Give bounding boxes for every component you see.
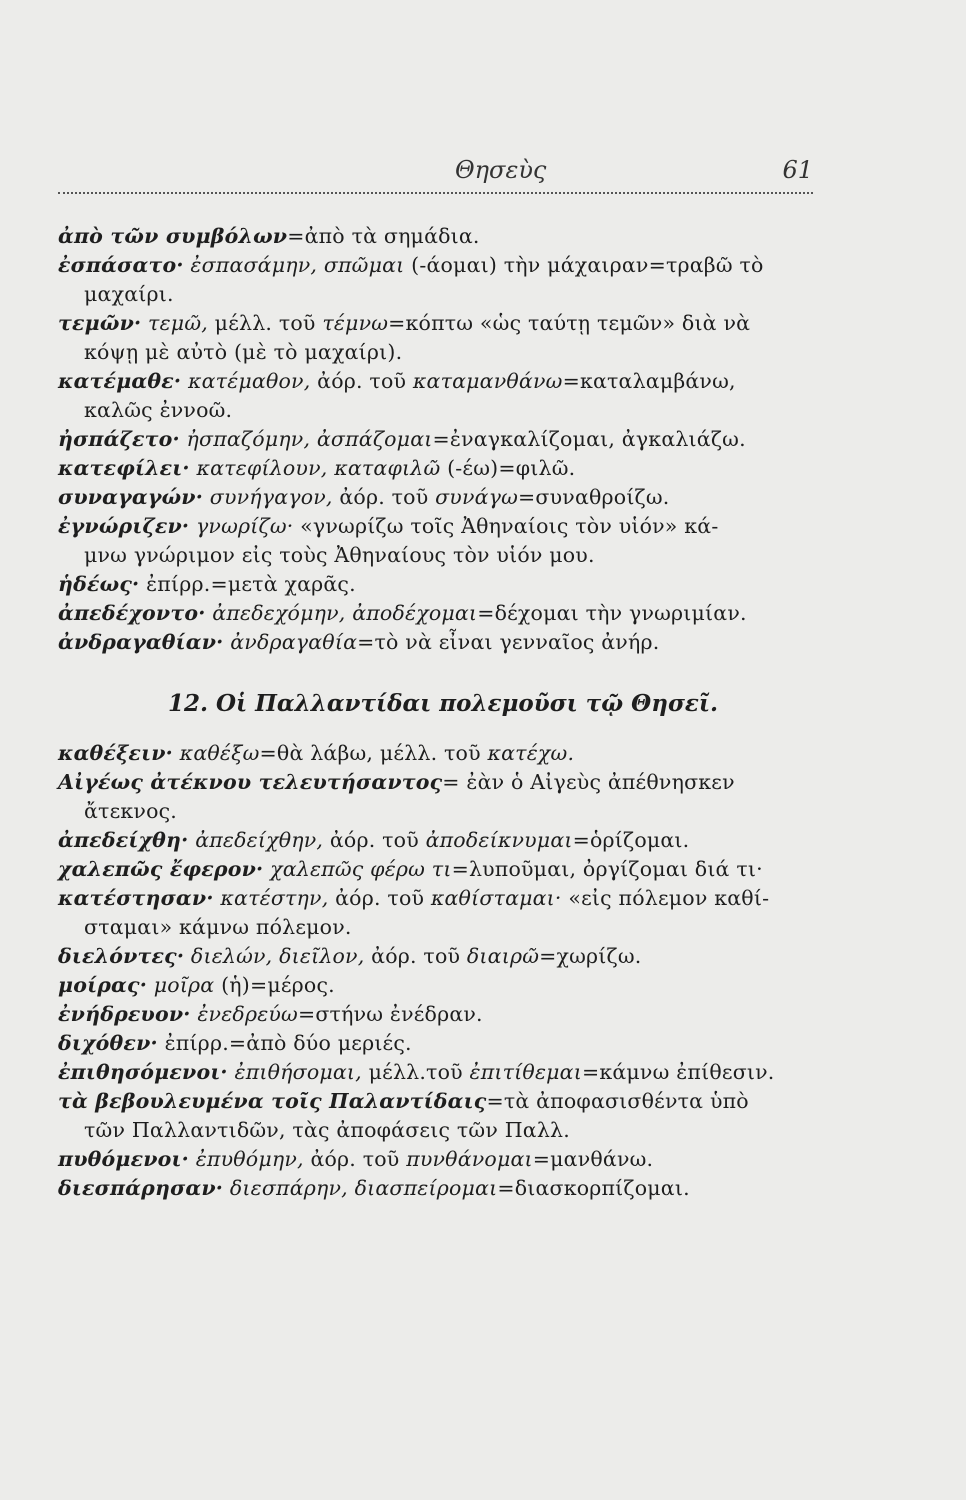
glossary-line-continuation	[58, 913, 818, 942]
glossary-entry	[58, 483, 818, 512]
headword: συναγαγών·	[58, 485, 204, 509]
italic-form: ἀπεδείχθην,	[188, 828, 324, 852]
italic-form: διαιρῶ	[466, 944, 540, 968]
italic-form: διεσπάρην, διασπείρομαι	[223, 1176, 498, 1200]
headword: μοίρας·	[58, 973, 148, 997]
definition-text: ἀόρ. τοῦ	[310, 369, 413, 393]
headword: ἐγνώριζεν·	[58, 514, 190, 538]
page-header	[58, 152, 813, 194]
glossary-line-continuation	[58, 280, 818, 309]
definition-text: «γνωρίζω τοῖς Ἀθηναίοις τὸν υἱόν» κά-	[293, 514, 719, 538]
italic-form: κατεφίλουν, καταφιλῶ	[189, 456, 441, 480]
definition-text: «εἰς πόλεμον καθί-	[561, 886, 770, 910]
headword: ἐσπάσατο·	[58, 253, 184, 277]
italic-form: ἀποδείκνυμαι	[425, 828, 573, 852]
headword: πυθόμενοι·	[58, 1147, 189, 1171]
italic-form: κατέμαθον,	[181, 369, 311, 393]
definition-text: =κάμνω ἐπίθεσιν.	[581, 1060, 775, 1084]
definition-text: (-έω)=φιλῶ.	[440, 456, 576, 480]
headword: Αἰγέως ἀτέκνου τελευτήσαντος	[58, 770, 443, 794]
headword: ἐνήδρευον·	[58, 1002, 191, 1026]
glossary-block-1	[58, 222, 818, 657]
glossary-entry	[58, 884, 818, 913]
glossary-entry	[58, 768, 818, 797]
headword: κατέστησαν·	[58, 886, 214, 910]
italic-form: συνήγαγον,	[203, 485, 333, 509]
glossary-entry	[58, 222, 818, 251]
italic-form: καθίσταμαι·	[430, 886, 562, 910]
definition-text: ἐπίρρ.=μετὰ χαρᾶς.	[139, 572, 356, 596]
definition-text: κόψῃ μὲ αὐτὸ (μὲ τὸ μαχαίρι).	[84, 340, 403, 364]
definition-text: μαχαίρι.	[84, 282, 174, 306]
glossary-entry	[58, 1174, 818, 1203]
italic-form: ἐπυθόμην,	[189, 1147, 304, 1171]
glossary-entry	[58, 1000, 818, 1029]
italic-form: μοῖρα	[147, 973, 215, 997]
definition-text: τῶν Παλλαντιδῶν, τὰς ἀποφάσεις τῶν Παλλ.	[84, 1118, 570, 1142]
italic-form: ἠσπαζόμην, ἀσπάζομαι	[179, 427, 433, 451]
glossary-line-continuation	[58, 797, 818, 826]
definition-text: =ἀπὸ τὰ σημάδια.	[287, 224, 480, 248]
definition-text: =χωρίζω.	[539, 944, 642, 968]
definition-text: ἄτεκνος.	[84, 799, 178, 823]
headword: κατέμαθε·	[58, 369, 182, 393]
italic-form: πυνθάνομαι	[406, 1147, 533, 1171]
definition-text: =καταλαμβάνω,	[562, 369, 736, 393]
headword: ἀνδραγαθίαν·	[58, 630, 224, 654]
page-number: 61	[782, 156, 813, 184]
glossary-entry	[58, 971, 818, 1000]
definition-text: μέλλ. τοῦ	[207, 311, 323, 335]
definition-text: =συναθροίζω.	[518, 485, 670, 509]
glossary-entry	[58, 739, 818, 768]
definition-text: =τὸ νὰ εἶναι γενναῖος ἀνήρ.	[357, 630, 660, 654]
headword: ἡδέως·	[58, 572, 140, 596]
glossary-entry	[58, 570, 818, 599]
definition-text: =λυποῦμαι, ὀργίζομαι διά τι·	[451, 857, 763, 881]
italic-form: ἐνεδρεύω	[190, 1002, 298, 1026]
definition-text: =τὰ ἀποφασισθέντα ὑπὸ	[486, 1089, 749, 1113]
italic-form: ἐπιθήσομαι,	[227, 1060, 362, 1084]
italic-form: κατέστην,	[213, 886, 329, 910]
headword: ἀπεδέχοντο·	[58, 601, 206, 625]
headword: διεσπάρησαν·	[58, 1176, 224, 1200]
definition-text: (-άομαι) τὴν μάχαιραν=τραβῶ τὸ	[404, 253, 764, 277]
italic-form: ἀπεδεχόμην, ἀποδέχομαι	[205, 601, 478, 625]
headword: ἀπὸ τῶν συμβόλων	[58, 224, 288, 248]
glossary-entry	[58, 454, 818, 483]
italic-form: κατέχω.	[487, 741, 575, 765]
glossary-block-2	[58, 739, 818, 1203]
definition-text: =διασκορπίζομαι.	[497, 1176, 690, 1200]
glossary-entry	[58, 512, 818, 541]
glossary-entry	[58, 309, 818, 338]
headword: ἐπιθησόμενοι·	[58, 1060, 228, 1084]
definition-text: ἀόρ. τοῦ	[328, 886, 431, 910]
italic-form: ἐσπασάμην, σπῶμαι	[183, 253, 405, 277]
headword: τεμῶν·	[58, 311, 142, 335]
headword: χαλεπῶς ἔφερον·	[58, 857, 264, 881]
definition-text: ἀόρ. τοῦ	[303, 1147, 407, 1171]
italic-form: χαλεπῶς φέρω τι	[263, 857, 452, 881]
glossary-entry	[58, 1145, 818, 1174]
definition-text: μνω γνώριμον εἰς τοὺς Ἀθηναίους τὸν υἱόν μου.	[84, 543, 595, 567]
headword: ἀπεδείχθη·	[58, 828, 189, 852]
glossary-line-continuation	[58, 396, 818, 425]
glossary-entry	[58, 251, 818, 280]
glossary-entry	[58, 425, 818, 454]
italic-form: καταμανθάνω	[412, 369, 563, 393]
definition-text: μέλλ.τοῦ	[361, 1060, 470, 1084]
italic-form: ἐπιτίθεμαι	[469, 1060, 582, 1084]
italic-form: ἀνδραγαθία	[223, 630, 358, 654]
definition-text: =στήνω ἐνέδραν.	[297, 1002, 483, 1026]
italic-form: τεμῶ,	[141, 311, 208, 335]
definition-text: ἀόρ. τοῦ	[323, 828, 426, 852]
italic-form: συνάγω	[435, 485, 519, 509]
glossary-entry	[58, 826, 818, 855]
italic-form: καθέξω	[172, 741, 260, 765]
glossary-line-continuation	[58, 541, 818, 570]
headword: κατεφίλει·	[58, 456, 190, 480]
glossary-text	[58, 222, 818, 1203]
headword: καθέξειν·	[58, 741, 173, 765]
glossary-entry	[58, 367, 818, 396]
headword: ἠσπάζετο·	[58, 427, 180, 451]
glossary-entry	[58, 1029, 818, 1058]
italic-form: διελών, διεῖλον,	[184, 944, 365, 968]
definition-text: =μανθάνω.	[532, 1147, 654, 1171]
glossary-entry	[58, 942, 818, 971]
definition-text: ἐπίρρ.=ἀπὸ δύο μεριές.	[157, 1031, 412, 1055]
definition-text: = ἐὰν ὁ Αἰγεὺς ἀπέθνησκεν	[442, 770, 735, 794]
running-head: Θησεὺς	[455, 156, 547, 184]
headword: διελόντες·	[58, 944, 185, 968]
definition-text: ἀόρ. τοῦ	[332, 485, 436, 509]
glossary-entry	[58, 1087, 818, 1116]
definition-text: =κόπτω «ὡς ταύτῃ τεμῶν» διὰ νὰ	[388, 311, 751, 335]
headword: διχόθεν·	[58, 1031, 158, 1055]
definition-text: =δέχομαι τὴν γνωριμίαν.	[477, 601, 747, 625]
glossary-line-continuation	[58, 1116, 818, 1145]
glossary-line-continuation	[58, 338, 818, 367]
italic-form: τέμνω	[322, 311, 389, 335]
definition-text: (ἡ)=μέρος.	[214, 973, 335, 997]
definition-text: ἀόρ. τοῦ	[364, 944, 467, 968]
italic-form: γνωρίζω·	[189, 514, 294, 538]
glossary-entry	[58, 1058, 818, 1087]
definition-text: =θὰ λάβω, μέλλ. τοῦ	[259, 741, 488, 765]
glossary-entry	[58, 628, 818, 657]
headword: τὰ βεβουλευμένα τοῖς Παλαντίδαις	[58, 1089, 487, 1113]
definition-text: =ἐναγκαλίζομαι, ἀγκαλιάζω.	[432, 427, 746, 451]
definition-text: καλῶς ἐννοῶ.	[84, 398, 233, 422]
section-title: 12. Οἱ Παλλαντίδαι πολεμοῦσι τῷ Θησεῖ.	[167, 690, 719, 717]
glossary-entry	[58, 599, 818, 628]
glossary-entry	[58, 855, 818, 884]
definition-text: =ὁρίζομαι.	[572, 828, 690, 852]
definition-text: σταμαι» κάμνω πόλεμον.	[84, 915, 352, 939]
